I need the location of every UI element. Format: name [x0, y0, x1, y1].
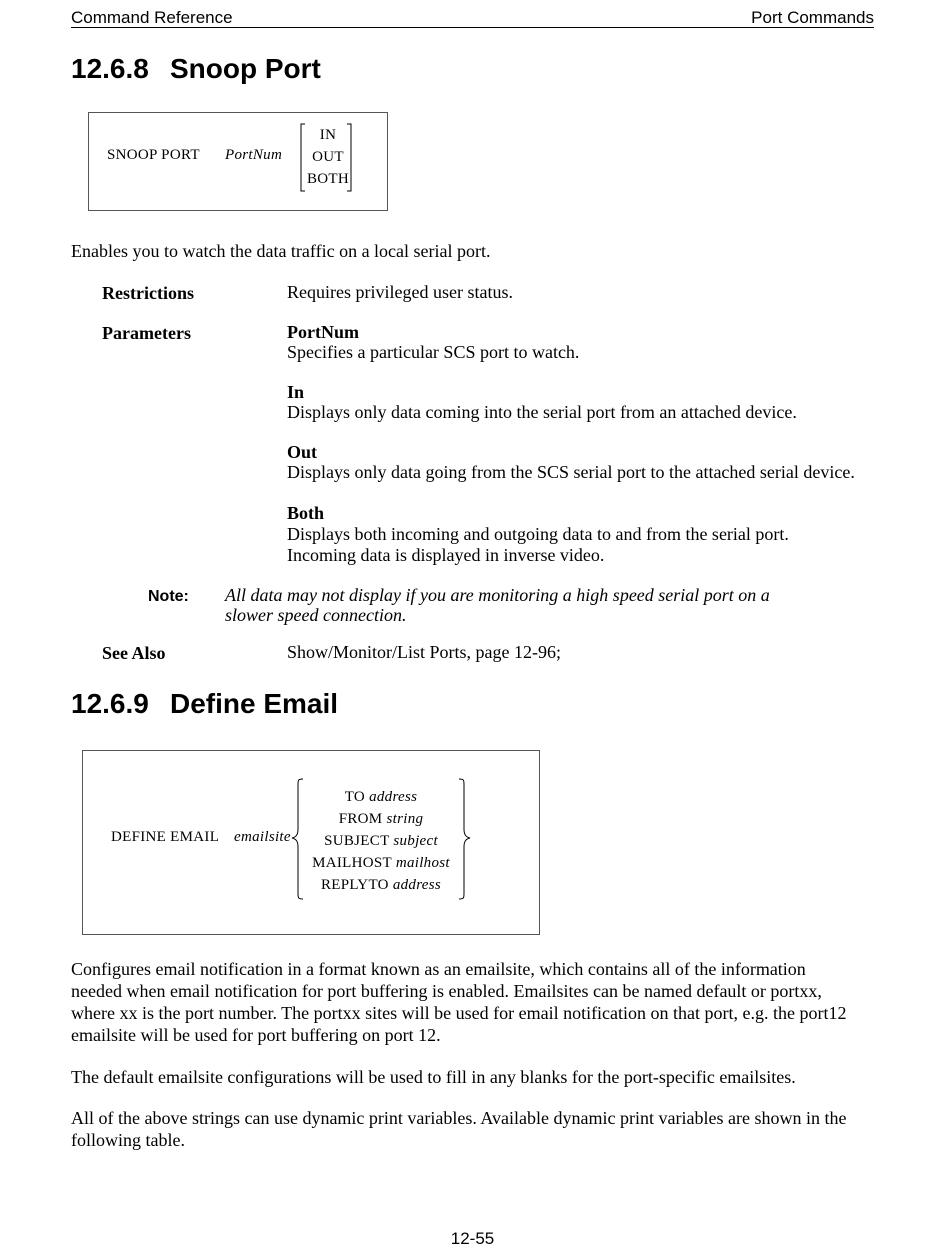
section-number: 12.6.8: [71, 53, 149, 84]
running-header-left: Command Reference: [71, 8, 233, 27]
option-keyword: REPLYTO: [320, 877, 389, 893]
page-number: 12-55: [450, 1229, 495, 1248]
section-title: Snoop Port: [170, 53, 321, 84]
paragraph-line: needed when email notification for port buffering is enabled. Emailsites can be named default or portxx,: [71, 981, 822, 1001]
option-keyword: SUBJECT: [324, 833, 390, 849]
email-syntax-box: [82, 750, 540, 935]
option-from: [299, 811, 463, 828]
parameters-label: Parameters: [102, 323, 191, 343]
option-in: IN: [319, 127, 337, 143]
paragraph-line: Configures email notification in a format known as an emailsite, which contains all of the information: [71, 959, 806, 979]
option-out: OUT: [312, 149, 344, 165]
note-line-2: slower speed connection.: [225, 604, 407, 625]
syntax-command: SNOOP PORT: [107, 147, 200, 163]
option-arg: address: [392, 877, 442, 893]
syntax-command: DEFINE EMAIL: [111, 829, 220, 845]
syntax-param: PortNum: [225, 147, 283, 163]
option-subject: [299, 833, 463, 850]
param-name: In: [287, 382, 305, 402]
section-number: 12.6.9: [71, 688, 149, 719]
option-both: BOTH: [306, 171, 350, 187]
option-keyword: MAILHOST: [312, 855, 392, 871]
email-paragraph-2: The default emailsite configurations will be used to fill in any blanks for the port-specific emailsites.: [71, 1067, 796, 1087]
see-also-label: See Also: [102, 643, 166, 663]
param-desc-2: Incoming data is displayed in inverse video.: [287, 545, 605, 565]
option-arg: subject: [393, 833, 438, 849]
paragraph-line: All of the above strings can use dynamic print variables. Available dynamic print variables are shown in the: [71, 1108, 847, 1128]
see-also-link[interactable]: Show/Monitor/List Ports, page 12-96;: [287, 642, 561, 662]
param-both: [287, 503, 789, 566]
option-replyto: [299, 877, 463, 894]
param-portnum: [287, 323, 579, 362]
option-arg: address: [369, 789, 418, 805]
email-paragraph-1: [71, 958, 881, 1046]
header-rule: [71, 27, 874, 28]
param-name: PortNum: [287, 322, 359, 342]
section-title: Define Email: [170, 688, 339, 719]
section-heading-define-email: [71, 688, 338, 720]
note-line-1: All data may not display if you are monitoring a high speed serial port on a: [225, 585, 770, 605]
option-to: [299, 789, 463, 806]
option-keyword: FROM: [338, 811, 383, 827]
restrictions-label: Restrictions: [102, 283, 194, 303]
param-name: Out: [287, 442, 318, 462]
snoop-syntax-box: [88, 112, 388, 211]
section-heading-snoop-port: [71, 53, 321, 85]
param-desc: Displays only data coming into the serial port from an attached device.: [287, 401, 797, 422]
option-arg: string: [386, 811, 424, 827]
param-desc: Displays only data going from the SCS serial port to the attached serial device.: [287, 461, 855, 482]
snoop-intro: Enables you to watch the data traffic on a local serial port.: [71, 241, 491, 261]
restrictions-text: Requires privileged user status.: [287, 282, 513, 302]
running-header-right: Port Commands: [751, 8, 874, 27]
note-label: Note:: [148, 588, 189, 605]
param-in: [287, 383, 797, 422]
param-out: [287, 443, 855, 482]
option-mailhost: [299, 855, 463, 872]
paragraph-line: where xx is the port number. The portxx sites will be used for email notification on that port, e.g. the port12: [71, 1003, 847, 1023]
option-keyword: TO: [344, 789, 366, 805]
param-desc: Specifies a particular SCS port to watch.: [287, 341, 580, 362]
param-desc: Displays both incoming and outgoing data to and from the serial port.: [287, 524, 789, 544]
note-text: [225, 586, 835, 625]
paragraph-line: emailsite will be used for port buffering on port 12.: [71, 1025, 441, 1045]
option-arg: mailhost: [395, 855, 450, 871]
email-paragraph-3: [71, 1107, 881, 1151]
param-name: Both: [287, 503, 325, 523]
paragraph-line: following table.: [71, 1130, 185, 1150]
syntax-param: emailsite: [234, 829, 291, 845]
